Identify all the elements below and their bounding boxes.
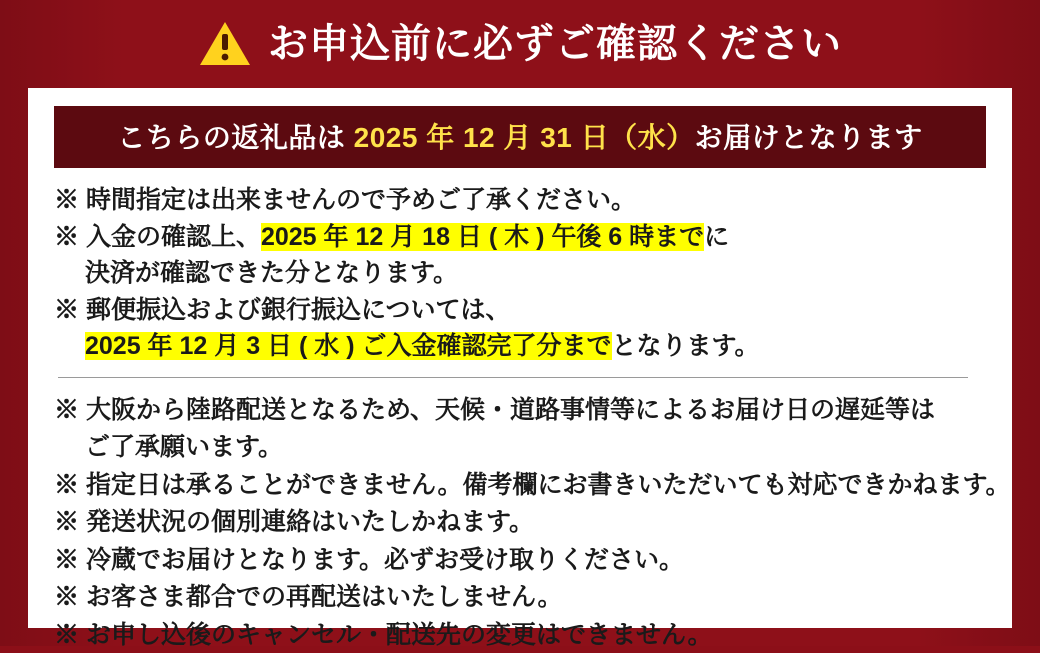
note-line [54, 255, 986, 292]
note-text: ご了承願います。 [85, 433, 283, 461]
delivery-date-banner [54, 106, 986, 168]
notice-card [28, 88, 1012, 628]
warning-triangle-icon [198, 20, 252, 68]
note-text: となります。 [612, 332, 760, 360]
note-text: ※ お申し込後のキャンセル・配送先の変更はできません。 [54, 621, 712, 649]
payment-note-item [54, 182, 986, 219]
note-text: ※ 指定日は承ることができません。備考欄にお書きいただいても対応できかねます。 [54, 471, 1010, 499]
banner-suffix: お届けとなります [695, 122, 923, 153]
page-header [0, 0, 1040, 88]
banner-prefix: こちらの返礼品は [117, 122, 353, 153]
section-divider [58, 377, 968, 378]
note-text: ※ 発送状況の個別連絡はいたしかねます。 [54, 508, 534, 536]
note-text: ※ 郵便振込および銀行振込については、 [54, 296, 510, 324]
note-line [54, 292, 986, 329]
note-line [54, 504, 986, 541]
note-text: ※ 入金の確認上、 [54, 223, 261, 251]
note-line [54, 467, 986, 504]
shipping-note-item [54, 542, 986, 579]
shipping-note-item [54, 467, 986, 504]
note-line [54, 392, 986, 429]
banner-date: 2025 年 12 月 31 日（水） [354, 122, 695, 153]
highlighted-text: 2025 年 12 月 3 日 ( 水 ) ご入金確認完了分まで [85, 332, 612, 360]
shipping-note-item [54, 504, 986, 541]
note-text: に [704, 223, 729, 251]
note-line [54, 182, 986, 219]
note-text: ※ 大阪から陸路配送となるため、天候・道路事情等によるお届け日の遅延等は [54, 396, 935, 424]
shipping-note-item [54, 617, 986, 653]
note-line [54, 542, 986, 579]
payment-note-item [54, 292, 986, 365]
note-text: 決済が確認できた分となります。 [85, 259, 458, 287]
notes-group-payment [54, 182, 986, 365]
notes-group-shipping [54, 392, 986, 653]
shipping-note-item [54, 392, 986, 466]
note-line [54, 579, 986, 616]
note-line [54, 328, 986, 365]
note-text: ※ お客さま都合での再配送はいたしません。 [54, 583, 562, 611]
highlighted-text: 2025 年 12 月 18 日 ( 木 ) 午後 6 時まで [261, 223, 704, 251]
page-title: お申込前に必ずご確認ください [268, 24, 842, 64]
shipping-note-item [54, 579, 986, 616]
note-line [54, 219, 986, 256]
note-text: ※ 冷蔵でお届けとなります。必ずお受け取りください。 [54, 546, 684, 574]
payment-note-item [54, 219, 986, 292]
note-line [54, 617, 986, 653]
note-text: ※ 時間指定は出来ませんので予めご了承ください。 [54, 186, 636, 214]
note-line [54, 429, 986, 466]
